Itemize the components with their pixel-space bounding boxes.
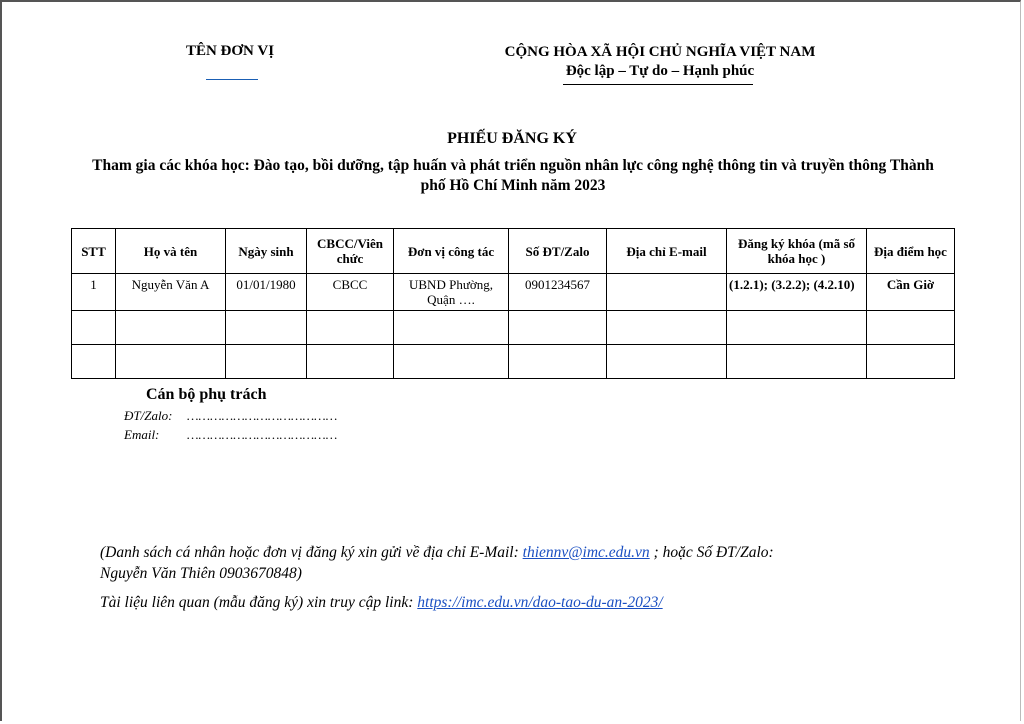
motto-underline [563, 84, 753, 85]
col-header: CBCC/Viên chức [307, 229, 394, 274]
col-header: Đăng ký khóa (mã số khóa học ) [727, 229, 867, 274]
table-cell: 1 [72, 274, 116, 311]
table-cell [607, 345, 727, 379]
table-cell [307, 311, 394, 345]
unit-underline [206, 79, 258, 80]
table-cell [394, 311, 509, 345]
table-row [72, 345, 955, 379]
table-cell [509, 345, 607, 379]
officer-email-label: Email: [124, 427, 160, 442]
table-cell [226, 311, 307, 345]
table-cell: Cần Giờ [867, 274, 955, 311]
note-text-1: (Danh sách cá nhân hoặc đơn vị đăng ký xin gửi về địa chỉ E-Mail: [100, 544, 523, 561]
docs-note [100, 592, 920, 613]
table-cell [509, 311, 607, 345]
note-text-2: ; hoặc Số ĐT/Zalo: [649, 544, 774, 561]
table-row [72, 274, 955, 311]
unit-name: TÊN ĐƠN VỊ [185, 43, 275, 59]
registration-table [71, 228, 955, 379]
col-header: Ngày sinh [226, 229, 307, 274]
table-row [72, 311, 955, 345]
col-header: Địa chỉ E-mail [607, 229, 727, 274]
table-cell [72, 311, 116, 345]
table-cell [394, 345, 509, 379]
col-header: Họ và tên [116, 229, 226, 274]
table-cell [867, 345, 955, 379]
officer-phone-dots: ………………………………… [187, 408, 338, 423]
table-cell [607, 274, 727, 311]
nation-title: CỘNG HÒA XÃ HỘI CHỦ NGHĨA VIỆT NAM [504, 44, 816, 60]
table-cell [116, 311, 226, 345]
table-cell [226, 345, 307, 379]
nation-motto: Độc lập – Tự do – Hạnh phúc [565, 63, 755, 79]
note-text-3: Nguyễn Văn Thiên 0903670848) [100, 565, 302, 582]
officer-email-dots: ………………………………… [187, 427, 338, 442]
col-header: Đơn vị công tác [394, 229, 509, 274]
table-cell [727, 345, 867, 379]
table-cell [607, 311, 727, 345]
national-header [460, 43, 860, 81]
table-cell: 01/01/1980 [226, 274, 307, 311]
table-cell: CBCC [307, 274, 394, 311]
docs-link[interactable]: https://imc.edu.vn/dao-tao-du-an-2023/ [417, 594, 663, 611]
officer-title: Cán bộ phụ trách [146, 386, 267, 403]
officer-phone-label: ĐT/Zalo: [124, 408, 173, 423]
table-cell: UBND Phường, Quận …. [394, 274, 509, 311]
table-cell: 0901234567 [509, 274, 607, 311]
table-cell [116, 345, 226, 379]
submission-note [100, 542, 920, 584]
docs-text: Tài liệu liên quan (mẫu đăng ký) xin truy cập link: [100, 594, 418, 611]
table-cell: Nguyễn Văn A [116, 274, 226, 311]
officer-phone-line [124, 408, 338, 424]
table-cell [867, 311, 955, 345]
contact-email-link[interactable]: thiennv@imc.edu.vn [522, 544, 650, 561]
table-cell [72, 345, 116, 379]
form-title: PHIẾU ĐĂNG KÝ [447, 130, 577, 147]
table-cell: (1.2.1); (3.2.2); (4.2.10) [727, 274, 867, 311]
table-cell [307, 345, 394, 379]
col-header: STT [72, 229, 116, 274]
col-header: Địa điểm học [867, 229, 955, 274]
officer-email-line [124, 427, 338, 443]
col-header: Số ĐT/Zalo [509, 229, 607, 274]
form-subtitle: Tham gia các khóa học: Đào tạo, bồi dưỡng, tập huấn và phát triển nguồn nhân lực công nghệ thông tin và truyền thông Thành phố Hồ Chí Minh năm 2023 [92, 157, 934, 194]
table-header-row [72, 229, 955, 274]
table-cell [727, 311, 867, 345]
